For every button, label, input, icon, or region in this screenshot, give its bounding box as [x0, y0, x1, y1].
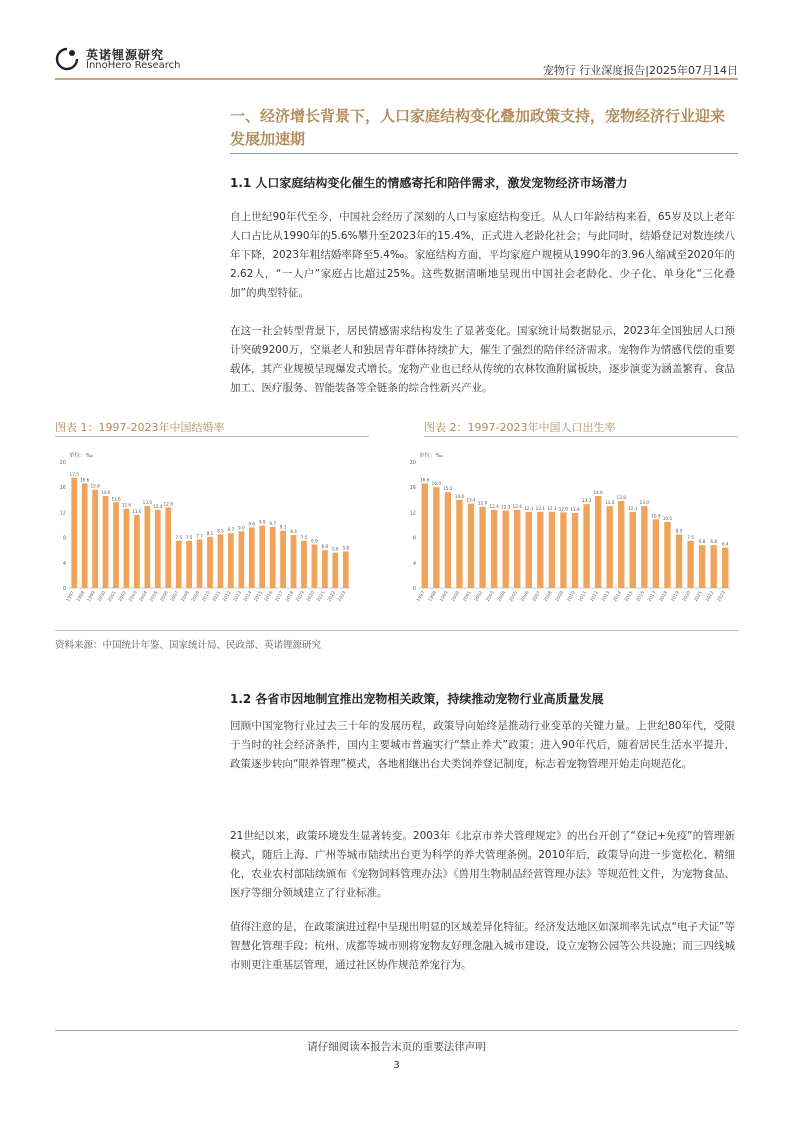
data-label: 15.6: [90, 483, 100, 489]
data-label: 7.5: [300, 534, 308, 540]
x-tick-label: 2016: [264, 590, 275, 603]
data-label: 12.3: [501, 504, 511, 510]
unit-label: 单位：‰: [69, 453, 93, 459]
paragraph-5: 值得注意的是，在政策演进过程中呈现出明显的区域差异化特征。经济发达地区如深圳率先试点“电子犬证”等智慧化管理手段；杭州、成都等城市则将宠物友好理念融入城市建设，设立宠物公园等公共设施；而三四线城市则更注重基层管理，通过社区协作规范养宠行为。: [230, 921, 735, 971]
bar: [664, 522, 670, 588]
data-label: 6.8: [698, 539, 706, 545]
y-tick-label: 12: [59, 510, 66, 517]
x-tick-label: 1999: [439, 590, 450, 603]
paragraph-2: 在这一社会转型背景下，居民情感需求结构发生了显著变化。国家统计局数据显示，2023年全国独居人口预计突破9200万，空巢老人和独居青年群体持续扩大，催生了强烈的陪伴经济需求。宠物作为情感代偿的重要载体，其产业规模呈现爆发式增长。宠物产业也已经从传统的农林牧渔附属板块，逐步演变为涵盖繁育、食品加工、医疗服务、智能装备等全链条的综合性新兴产业。: [230, 325, 735, 394]
x-tick-label: 2003: [485, 590, 496, 603]
data-label: 12.4: [489, 503, 499, 509]
bar: [630, 512, 636, 588]
data-label: 13.3: [581, 498, 592, 504]
bar: [722, 548, 728, 588]
bar: [710, 545, 716, 588]
data-label: 12.8: [163, 501, 173, 507]
bar: [207, 537, 213, 588]
bar: [618, 501, 624, 588]
x-tick-label: 2015: [253, 590, 264, 603]
x-tick-label: 2022: [705, 590, 716, 603]
logo-cn-text: 英诺锂源研究: [86, 48, 165, 62]
x-tick-label: 2007: [532, 590, 543, 603]
x-tick-label: 2000: [451, 590, 462, 603]
data-label: 11.9: [570, 507, 580, 513]
bar: [502, 511, 508, 588]
data-label: 7.5: [175, 534, 183, 540]
x-tick-label: 2012: [589, 590, 600, 603]
logo-icon: [55, 47, 79, 71]
data-label: 15.2: [443, 486, 453, 492]
data-label: 14.0: [454, 493, 465, 499]
data-label: 7.5: [687, 534, 694, 540]
footer-legal-note: 请仔细阅读本报告末页的重要法律声明: [307, 1041, 486, 1053]
bar: [595, 496, 601, 588]
bar: [676, 534, 682, 588]
bar: [238, 531, 244, 588]
y-tick-label: 16: [59, 485, 66, 492]
x-tick-label: 2009: [191, 590, 202, 603]
x-tick-label: 2008: [180, 590, 191, 603]
section-title: 一、经济增长背景下，人口家庭结构变化叠加政策支持，宠物经济行业迎来发展加速期: [230, 107, 726, 148]
x-tick-label: 2014: [243, 590, 254, 603]
paragraph-3: 回顾中国宠物行业过去三十年的发展历程，政策导向始终是推动行业变革的关键力量。上世纪80年代，受限于当时的社会经济条件，国内主要城市普遍实行“禁止养犬”政策；进入90年代后，随着居民生活水平提升，政策逐步转向“限养管理”模式，各地相继出台犬类饲养登记制度，标志着宠物管理开始走向规范化。: [230, 720, 735, 770]
bar: [249, 528, 255, 588]
x-tick-label: 1999: [86, 590, 97, 603]
data-label: 16.6: [420, 477, 430, 483]
bar: [433, 487, 439, 588]
bar: [124, 509, 130, 588]
y-tick-label: 8: [412, 535, 416, 542]
data-label: 6.8: [710, 539, 718, 545]
x-tick-label: 2008: [543, 590, 554, 603]
x-tick-label: 2018: [285, 590, 296, 603]
footer-divider: [55, 1030, 738, 1031]
x-tick-label: 2016: [636, 590, 647, 603]
data-label: 11.6: [132, 508, 142, 514]
bar: [549, 512, 555, 588]
data-label: 13.0: [142, 500, 152, 506]
data-label: 14.6: [593, 490, 603, 496]
data-label: 13.0: [605, 500, 615, 506]
data-label: 6.0: [321, 544, 329, 550]
data-label: 7.5: [185, 534, 193, 540]
data-label: 14.6: [100, 490, 111, 496]
page-number: 3: [393, 1060, 400, 1071]
x-tick-label: 2014: [612, 590, 623, 603]
data-label: 13.6: [111, 496, 121, 502]
data-label: 9.0: [237, 525, 245, 531]
x-tick-label: 2001: [107, 590, 118, 603]
data-label: 5.6: [331, 546, 339, 552]
bar: [456, 500, 462, 588]
data-label: 13.4: [466, 497, 476, 503]
bar: [332, 553, 338, 588]
bar: [526, 512, 532, 588]
bar: [71, 478, 77, 588]
y-tick-label: 16: [409, 485, 416, 492]
bar: [176, 541, 182, 588]
bar: [322, 550, 328, 588]
x-tick-label: 2019: [295, 590, 306, 603]
report-info: 宠物行 行业深度报告|2025年07月14日: [542, 64, 738, 77]
data-label: 8.1: [206, 530, 214, 536]
birth-rate-chart: [405, 448, 735, 618]
x-tick-label: 2013: [233, 590, 244, 603]
bar: [82, 483, 88, 588]
data-label: 12.1: [524, 505, 534, 511]
x-tick-label: 1997: [416, 590, 427, 603]
data-label: 9.6: [248, 521, 256, 527]
y-tick-label: 20: [409, 460, 416, 466]
bar: [479, 507, 485, 588]
bar: [606, 506, 612, 588]
figure-1-rule: [55, 436, 369, 437]
x-tick-label: 2020: [682, 590, 693, 603]
x-tick-label: 1998: [76, 590, 87, 603]
bar: [113, 502, 119, 588]
bar: [103, 496, 109, 588]
y-tick-label: 8: [62, 535, 66, 542]
bar: [134, 515, 140, 588]
data-label: 12.4: [512, 503, 522, 509]
header-divider: [55, 78, 738, 80]
data-label: 12.1: [628, 505, 638, 511]
bar: [280, 531, 286, 588]
x-tick-label: 2007: [170, 590, 181, 603]
x-tick-label: 1998: [428, 590, 439, 603]
unit-label: 单位：‰: [419, 453, 443, 459]
bar: [560, 512, 566, 588]
bar: [445, 492, 451, 588]
bar: [653, 519, 659, 588]
x-tick-label: 2017: [647, 590, 658, 603]
x-tick-label: 2002: [474, 590, 485, 603]
bar: [270, 527, 276, 588]
x-tick-label: 2020: [306, 590, 317, 603]
x-tick-label: 2003: [128, 590, 139, 603]
x-tick-label: 2022: [327, 590, 338, 603]
x-tick-label: 2023: [716, 590, 727, 603]
data-label: 16.0: [431, 481, 441, 487]
bar: [218, 534, 224, 588]
bar: [144, 506, 150, 588]
marriage-rate-chart: [55, 448, 355, 618]
source-note: 资料来源：中国统计年鉴、国家统计局、民政部、英诺锂源研究: [55, 640, 322, 651]
bar: [165, 507, 171, 588]
bar: [312, 545, 318, 588]
data-label: 13.8: [616, 495, 626, 501]
data-label: 6.9: [311, 538, 318, 544]
x-tick-label: 2010: [566, 590, 577, 603]
x-tick-label: 1997: [65, 590, 76, 603]
bar: [641, 506, 647, 588]
bar: [291, 535, 297, 588]
bar: [343, 551, 349, 588]
data-label: 12.4: [153, 503, 163, 509]
bar: [197, 539, 203, 588]
data-label: 16.6: [80, 477, 90, 483]
y-tick-label: 0: [412, 586, 416, 592]
x-tick-label: 2011: [578, 590, 589, 603]
data-label: 6.4: [721, 541, 729, 547]
paragraph-4: 21世纪以来，政策环境发生显著转变。2003年《北京市养犬管理规定》的出台开创了“登记+免疫”的管理新模式，随后上海、广州等城市陆续出台更为科学的养犬管理条例。2010年后，政策导向进一步宽松化、精细化，农业农村部陆续颁布《宠物饲料管理办法》《兽用生物制品经营管理办法》等规范性文件，为宠物食品、医疗等细分领域建立了行业标准。: [230, 830, 735, 899]
subsection-title-1: 1.1 人口家庭结构变化催生的情感寄托和陪伴需求，激发宠物经济市场潜力: [230, 176, 628, 190]
x-tick-label: 2018: [659, 590, 670, 603]
x-tick-label: 2009: [555, 590, 566, 603]
data-label: 8.4: [290, 529, 297, 535]
data-label: 10.9: [651, 513, 661, 519]
paragraph-1: 自上世纪90年代至今，中国社会经历了深刻的人口与家庭结构变迁。从人口年龄结构来看，65岁及以上老年人口占比从1990年的5.6%攀升至2023年的15.4%，正式进入老龄化社会；与此同时，结婚登记对数连续八年下降，2023年粗结婚率降至5.4‰。家庭结构方面，平均家庭户规模从1990年的3.96人缩减至2020年的2.62人，“一人户”家庭占比超过25%。这些数据清晰地呈现出中国社会老龄化、少子化、单身化“三化叠加”的典型特征。: [230, 211, 735, 299]
x-tick-label: 2023: [337, 590, 348, 603]
data-label: 9.7: [269, 520, 277, 526]
bar: [468, 504, 474, 588]
x-tick-label: 2021: [693, 590, 704, 603]
bar: [572, 513, 578, 588]
bar: [186, 541, 192, 588]
x-tick-label: 2006: [520, 590, 531, 603]
bar: [699, 545, 705, 588]
data-label: 9.1: [279, 524, 287, 530]
y-tick-label: 4: [62, 560, 66, 567]
figure-2-rule: [424, 436, 738, 437]
bar: [301, 541, 307, 588]
data-label: 10.5: [662, 515, 673, 521]
x-tick-label: 2013: [601, 590, 612, 603]
bar: [259, 526, 265, 588]
bar: [687, 541, 693, 588]
x-tick-label: 2000: [97, 590, 108, 603]
figure-2-caption: 图表 2：1997-2023年中国人口出生率: [424, 421, 616, 434]
source-divider: [55, 630, 738, 631]
y-tick-label: 4: [412, 560, 416, 567]
x-tick-label: 2002: [118, 590, 129, 603]
bar: [583, 504, 589, 588]
bar: [422, 483, 428, 588]
section-divider: [230, 153, 738, 154]
x-tick-label: 2021: [316, 590, 327, 603]
y-tick-label: 20: [59, 460, 66, 466]
bar: [155, 510, 161, 588]
data-label: 5.8: [342, 545, 350, 551]
bar: [537, 512, 543, 588]
y-tick-label: 0: [62, 586, 66, 592]
x-tick-label: 2011: [212, 590, 223, 603]
y-tick-label: 12: [409, 510, 416, 517]
data-label: 12.1: [547, 505, 557, 511]
bar: [228, 533, 234, 588]
bar: [514, 510, 520, 588]
data-label: 12.1: [535, 505, 545, 511]
x-tick-label: 2015: [624, 590, 635, 603]
x-tick-label: 2005: [508, 590, 519, 603]
data-label: 12.6: [121, 502, 132, 508]
data-label: 12.0: [558, 506, 569, 512]
x-tick-label: 2004: [497, 590, 508, 603]
figure-1-caption: 图表 1：1997-2023年中国结婚率: [55, 421, 225, 434]
x-tick-label: 2006: [159, 590, 170, 603]
x-tick-label: 2004: [139, 590, 150, 603]
x-tick-label: 2001: [462, 590, 473, 603]
x-tick-label: 2005: [149, 590, 160, 603]
logo-en-text: InnoHero Research: [86, 60, 181, 71]
data-label: 13.0: [639, 500, 649, 506]
x-tick-label: 2012: [222, 590, 233, 603]
data-label: 17.5: [69, 471, 79, 477]
data-label: 9.9: [258, 519, 266, 525]
data-label: 8.7: [227, 527, 235, 533]
x-tick-label: 2017: [274, 590, 285, 603]
data-label: 12.9: [477, 500, 488, 506]
bar: [92, 490, 98, 588]
subsection-title-2: 1.2 各省市因地制宜推出宠物相关政策，持续推动宠物行业高质量发展: [230, 692, 604, 706]
x-tick-label: 2010: [201, 590, 212, 603]
x-tick-label: 2019: [670, 590, 681, 603]
data-label: 8.5: [217, 528, 224, 534]
data-label: 7.7: [196, 533, 203, 539]
bar: [491, 510, 497, 588]
data-label: 8.5: [675, 528, 683, 534]
